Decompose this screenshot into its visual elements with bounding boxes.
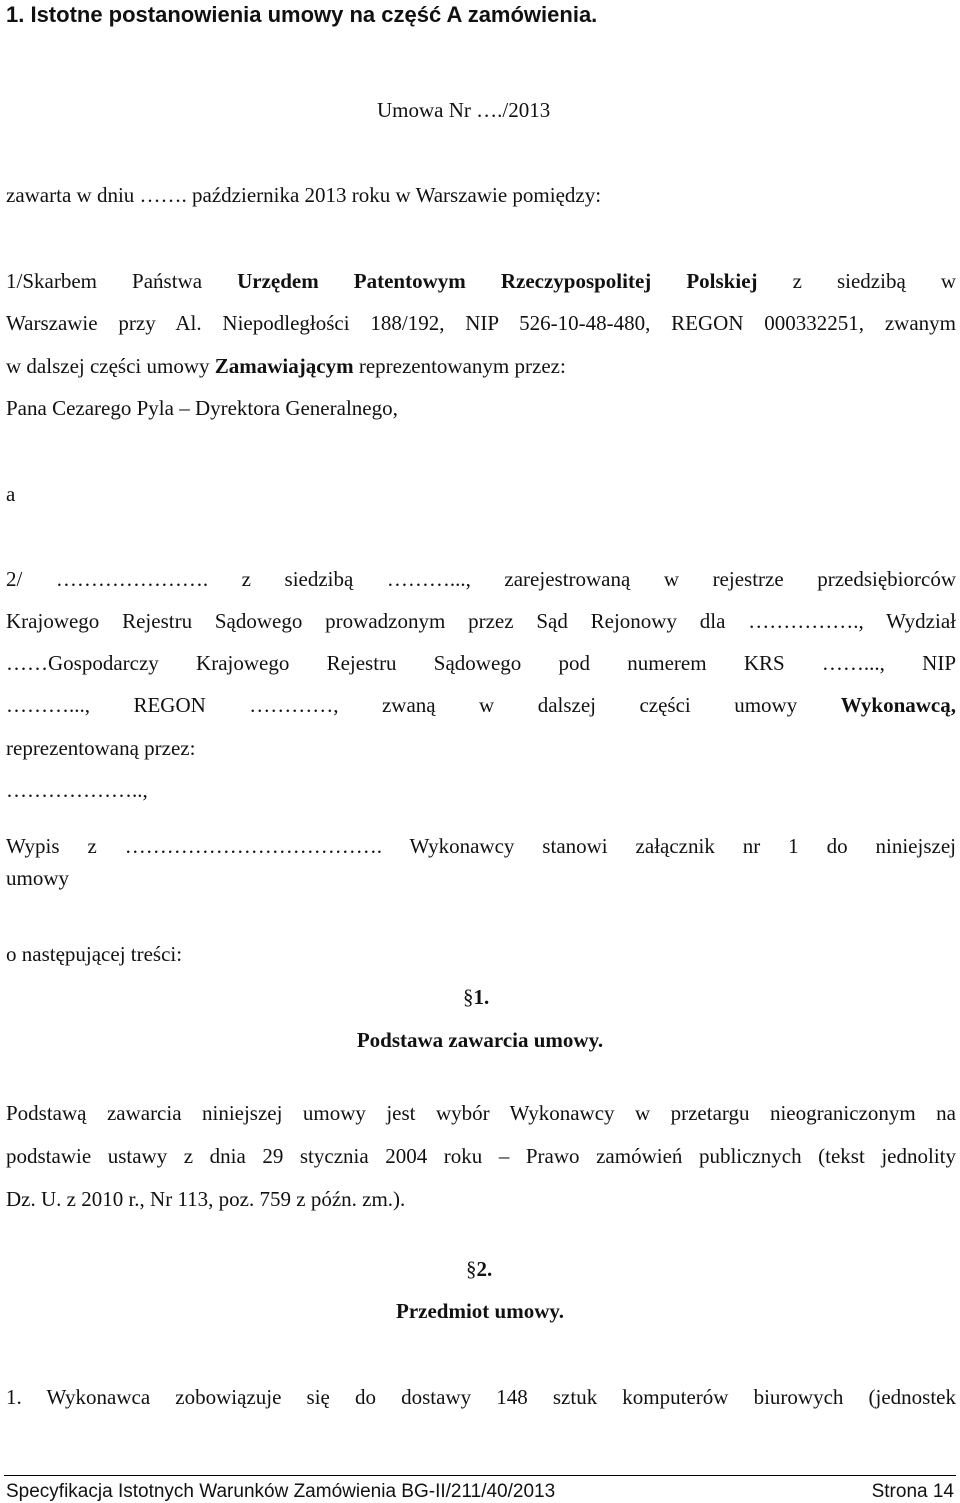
section2-title: Przedmiot umowy.	[396, 1299, 564, 1323]
party1-representative: Pana Cezarego Pyla – Dyrektora Generalnego,	[6, 396, 398, 420]
party2-role: Wykonawcą,	[840, 693, 957, 717]
section-sign-icon: §	[466, 1257, 477, 1281]
footer-page-number: Strona 14	[871, 1481, 954, 1502]
conjunction: a	[6, 482, 16, 506]
following-content: o następującej treści:	[6, 942, 183, 966]
concluded-line: zawarta w dniu ……. października 2013 roku w Warszawie pomiędzy:	[6, 183, 602, 207]
party2-line2: Krajowego Rejestru Sądowego prowadzonym przez Sąd Rejonowy dla ……………., Wydział	[6, 609, 956, 633]
section1-line3: Dz. U. z 2010 r., Nr 113, poz. 759 z późn. zm.).	[6, 1187, 406, 1211]
footer-left: Specyfikacja Istotnych Warunków Zamówienia BG-II/211/40/2013	[6, 1481, 556, 1502]
section1-line2: podstawie ustawy z dnia 29 stycznia 2004 roku – Prawo zamówień publicznych (tekst jednolity	[6, 1144, 956, 1168]
section2-number	[466, 1256, 492, 1282]
party1-line3-b: reprezentowanym przez:	[358, 354, 566, 378]
party1-line1-b: z siedzibą w	[792, 269, 956, 293]
extract-line2: umowy	[6, 866, 69, 890]
party2-line4-a: ………..., REGON …………, zwaną w dalszej części umowy	[6, 693, 798, 717]
section1-title: Podstawa zawarcia umowy.	[356, 1028, 604, 1052]
section-heading: 1. Istotne postanowienia umowy na część A zamówienia.	[6, 2, 598, 27]
section2-line1: 1. Wykonawca zobowiązuje się do dostawy 148 sztuk komputerów biurowych (jednostek	[6, 1385, 956, 1409]
extract-line1: Wypis z ………………………………. Wykonawcy stanowi załącznik nr 1 do niniejszej	[6, 834, 956, 858]
footer-divider	[4, 1475, 956, 1476]
party1-line3	[6, 353, 566, 379]
party1-line2: Warszawie przy Al. Niepodległości 188/192, NIP 526-10-48-480, REGON 000332251, zwanym	[6, 311, 956, 335]
party2-line3: ……Gospodarczy Krajowego Rejestru Sądowego pod numerem KRS ……..., NIP	[6, 651, 956, 675]
party2-line6: ………………..,	[6, 778, 148, 802]
section1-line1: Podstawą zawarcia niniejszej umowy jest wybór Wykonawcy w przetargu nieograniczonym na	[6, 1101, 956, 1125]
party2-line5: reprezentowaną przez:	[6, 736, 196, 760]
section1-number	[463, 984, 489, 1010]
party2-line4	[6, 692, 956, 718]
party1-line1-a: 1/Skarbem Państwa	[6, 269, 203, 293]
party2-line1: 2/ …………………. z siedzibą ………..., zarejestrowaną w rejestrze przedsiębiorców	[6, 567, 956, 591]
party1-role: Zamawiającym	[214, 354, 354, 378]
party1-line3-a: w dalszej części umowy	[6, 354, 210, 378]
section-sign-icon: §	[463, 985, 474, 1009]
section2-number-text: 2.	[476, 1257, 493, 1281]
party1-name: Urzędem Patentowym Rzeczypospolitej Polskiej	[237, 269, 758, 293]
contract-title: Umowa Nr …./2013	[377, 98, 551, 122]
party1-line1	[6, 268, 956, 294]
section1-number-text: 1.	[473, 985, 490, 1009]
